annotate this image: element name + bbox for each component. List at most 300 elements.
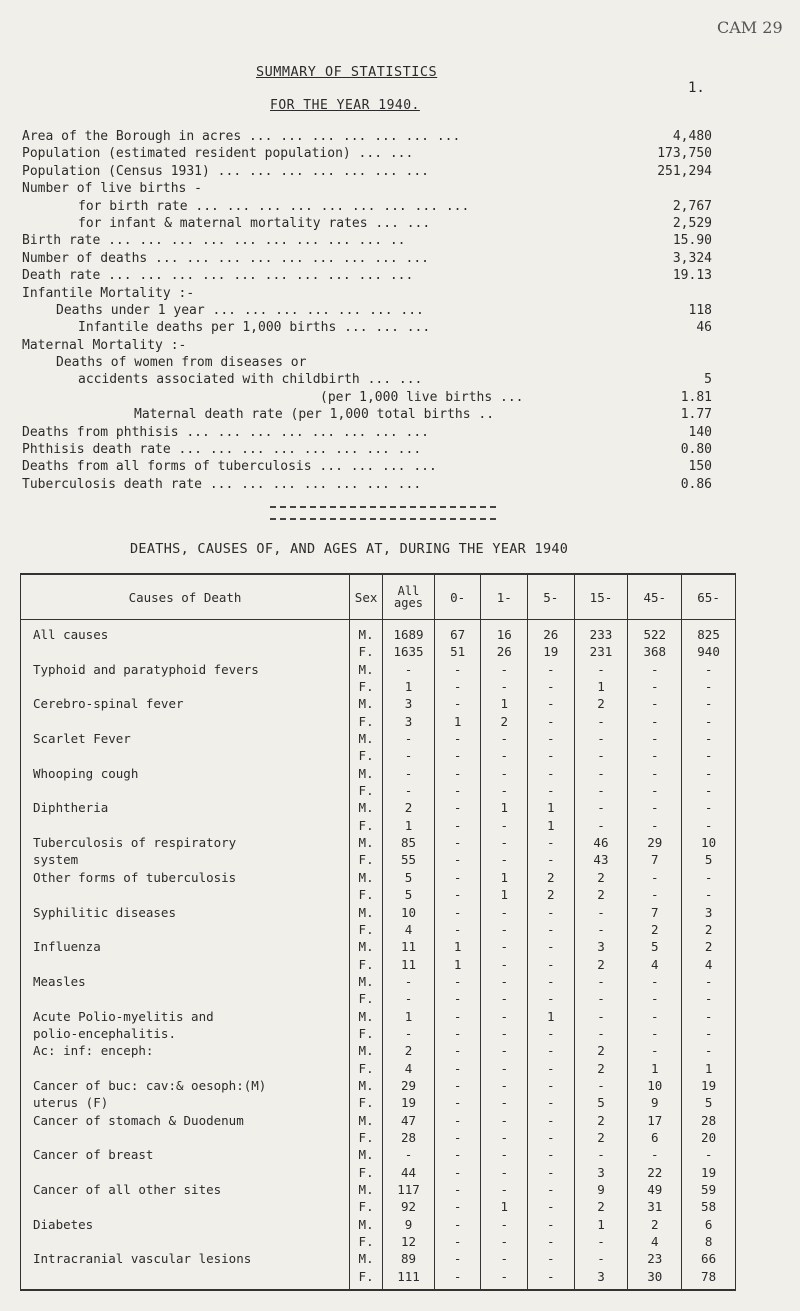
cell-sex: F. (350, 817, 383, 834)
cell-age-65: - (682, 730, 736, 747)
cell-age-45: 22 (628, 1164, 682, 1181)
cell-age-5: - (528, 1077, 575, 1094)
stat-label: Tuberculosis death rate ... ... ... ... ... ... ... (22, 476, 422, 492)
cell-age-65: - (682, 990, 736, 1007)
dashed-divider (270, 518, 496, 520)
cell-age-1: - (481, 990, 528, 1007)
cell-age-45: 1 (628, 1060, 682, 1077)
table-row (21, 1250, 736, 1267)
cell-age-5: - (528, 730, 575, 747)
stat-label: Infantile deaths per 1,000 births ... ... ... (78, 320, 431, 336)
stat-row (22, 163, 712, 180)
cell-cause: Cancer of breast (21, 1146, 350, 1163)
cell-age-45: - (628, 869, 682, 886)
cell-age-5: - (528, 1146, 575, 1163)
cell-age-1: - (481, 1060, 528, 1077)
cell-age-1: - (481, 1077, 528, 1094)
cell-age-1: 16 (481, 620, 528, 644)
cell-age-65: 59 (682, 1181, 736, 1198)
cell-age-0: - (434, 1181, 481, 1198)
cell-age-45: - (628, 713, 682, 730)
cell-age-5: 2 (528, 869, 575, 886)
stat-value: 251,294 (657, 163, 712, 179)
cell-age-5: - (528, 1129, 575, 1146)
table-row (21, 834, 736, 851)
cell-age-5: - (528, 782, 575, 799)
cell-age-15: - (574, 921, 628, 938)
cell-age-0: - (434, 1268, 481, 1290)
cell-age-0: 51 (434, 643, 481, 660)
stat-value: 4,480 (672, 129, 712, 144)
cell-age-0: - (434, 1216, 481, 1233)
cell-age-1: - (481, 921, 528, 938)
cell-age-1: 1 (481, 799, 528, 816)
cell-age-45: 522 (628, 620, 682, 644)
cell-all-ages: 2 (383, 1042, 435, 1059)
cell-all-ages: 3 (383, 713, 435, 730)
cell-age-1: - (481, 834, 528, 851)
cell-age-65: - (682, 886, 736, 903)
cell-age-15: 3 (574, 1164, 628, 1181)
stat-label: Deaths of women from diseases or (56, 355, 307, 371)
cell-sex: M. (350, 869, 383, 886)
cell-age-0: - (434, 1060, 481, 1077)
cell-sex: F. (350, 782, 383, 799)
cell-age-15: 2 (574, 869, 628, 886)
cell-age-5: 26 (528, 620, 575, 644)
cell-age-0: - (434, 747, 481, 764)
table-row (21, 1216, 736, 1233)
cell-age-15: 1 (574, 1216, 628, 1233)
cell-sex: M. (350, 695, 383, 712)
cell-age-65: 19 (682, 1077, 736, 1094)
cell-sex: F. (350, 956, 383, 973)
cell-sex: M. (350, 1042, 383, 1059)
stat-row (22, 250, 712, 267)
cell-age-65: 825 (682, 620, 736, 644)
cell-age-45: - (628, 1146, 682, 1163)
cell-age-15: 2 (574, 1198, 628, 1215)
cell-cause: Measles (21, 973, 350, 990)
cell-age-0: 1 (434, 956, 481, 973)
table-row (21, 1112, 736, 1129)
cell-age-45: 5 (628, 938, 682, 955)
cell-sex: F. (350, 1164, 383, 1181)
cell-age-15: 233 (574, 620, 628, 644)
cell-age-15: - (574, 973, 628, 990)
cell-age-45: 7 (628, 904, 682, 921)
table-row (21, 1094, 736, 1111)
stat-row (22, 458, 712, 475)
cell-age-5: - (528, 1233, 575, 1250)
cell-age-5: 1 (528, 817, 575, 834)
stat-value: 0.86 (680, 476, 712, 492)
cell-age-0: - (434, 1094, 481, 1111)
cell-cause: Cancer of stomach & Duodenum (21, 1112, 350, 1129)
table-row (21, 990, 736, 1007)
cell-all-ages: 44 (383, 1164, 435, 1181)
cell-age-0: - (434, 817, 481, 834)
stat-row (22, 302, 712, 319)
cell-age-15: 2 (574, 1060, 628, 1077)
cell-age-45: 6 (628, 1129, 682, 1146)
cell-sex: M. (350, 1146, 383, 1163)
cell-age-0: - (434, 1233, 481, 1250)
table-row (21, 695, 736, 712)
cell-age-0: - (434, 1198, 481, 1215)
header-age-5: 5- (528, 574, 575, 620)
stat-row (22, 371, 712, 388)
cell-age-65: 19 (682, 1164, 736, 1181)
cell-age-45: 49 (628, 1181, 682, 1198)
table-row (21, 1008, 736, 1025)
cell-cause: Influenza (21, 938, 350, 955)
cell-age-45: - (628, 990, 682, 1007)
cell-age-5: - (528, 1198, 575, 1215)
cell-age-45: - (628, 817, 682, 834)
cell-age-0: - (434, 990, 481, 1007)
cell-age-1: 1 (481, 695, 528, 712)
cell-sex: F. (350, 1129, 383, 1146)
cell-age-0: - (434, 1025, 481, 1042)
stat-value: 1.81 (680, 389, 712, 405)
cell-cause (21, 1268, 350, 1290)
cell-all-ages: - (383, 1146, 435, 1163)
cell-sex: M. (350, 1181, 383, 1198)
cell-all-ages: 1635 (383, 643, 435, 660)
cell-age-5: - (528, 851, 575, 868)
stat-value: 173,750 (657, 146, 712, 162)
cell-all-ages: 11 (383, 956, 435, 973)
cell-all-ages: 89 (383, 1250, 435, 1267)
cell-age-15: 2 (574, 886, 628, 903)
cell-age-0: 1 (434, 713, 481, 730)
cell-age-15: - (574, 782, 628, 799)
header-age-1: 1- (481, 574, 528, 620)
cell-age-5: - (528, 713, 575, 730)
table-row (21, 1233, 736, 1250)
cell-age-0: - (434, 695, 481, 712)
cell-age-1: - (481, 1042, 528, 1059)
cell-age-45: - (628, 973, 682, 990)
cell-age-15: 2 (574, 1129, 628, 1146)
stat-value: 118 (688, 302, 712, 318)
cell-age-65: 1 (682, 1060, 736, 1077)
stat-row (22, 128, 712, 145)
stat-row (22, 476, 712, 493)
cell-sex: M. (350, 834, 383, 851)
table-row (21, 817, 736, 834)
table-row (21, 938, 736, 955)
table-row (21, 765, 736, 782)
cell-age-15: - (574, 904, 628, 921)
stat-row (22, 389, 712, 406)
table-row (21, 782, 736, 799)
cell-age-1: - (481, 973, 528, 990)
cell-age-15: 231 (574, 643, 628, 660)
archive-reference-mark: CAM 29 (717, 18, 783, 37)
cell-cause: Diabetes (21, 1216, 350, 1233)
header-all-ages (383, 574, 435, 620)
cell-age-65: 10 (682, 834, 736, 851)
cell-age-1: - (481, 1129, 528, 1146)
stat-label: Population (estimated resident population) ... ... (22, 146, 414, 162)
stat-value: 3,324 (672, 250, 712, 266)
cell-age-0: 1 (434, 938, 481, 955)
table-row (21, 973, 736, 990)
stat-row (22, 198, 712, 215)
stat-value: 5 (704, 372, 712, 388)
table-row (21, 1146, 736, 1163)
cell-age-45: 31 (628, 1198, 682, 1215)
cell-all-ages: - (383, 747, 435, 764)
cell-age-0: - (434, 869, 481, 886)
cell-age-5: 1 (528, 1008, 575, 1025)
cell-age-5: - (528, 661, 575, 678)
table-row (21, 1129, 736, 1146)
cell-age-1: - (481, 678, 528, 695)
cell-age-65: 28 (682, 1112, 736, 1129)
cell-age-15: 2 (574, 956, 628, 973)
table-row (21, 799, 736, 816)
stat-row (22, 285, 712, 302)
cell-age-65: 8 (682, 1233, 736, 1250)
cell-age-45: 4 (628, 956, 682, 973)
stat-value: 2,767 (672, 198, 712, 214)
cell-age-5: - (528, 1181, 575, 1198)
cell-cause: All causes (21, 620, 350, 644)
table-row (21, 1042, 736, 1059)
cell-age-15: 46 (574, 834, 628, 851)
table-row (21, 1025, 736, 1042)
cell-age-65: 66 (682, 1250, 736, 1267)
cell-age-45: - (628, 695, 682, 712)
cell-cause: Ac: inf: enceph: (21, 1042, 350, 1059)
stat-value: 0.80 (680, 442, 712, 458)
cell-age-5: - (528, 956, 575, 973)
stat-row (22, 215, 712, 232)
stat-value: 19.13 (672, 268, 712, 284)
cell-age-65: 5 (682, 1094, 736, 1111)
cell-age-1: - (481, 1268, 528, 1290)
stat-label: Population (Census 1931) ... ... ... ... ... ... ... (22, 163, 429, 179)
stat-row (22, 424, 712, 441)
cell-all-ages: 19 (383, 1094, 435, 1111)
cell-sex: M. (350, 1216, 383, 1233)
table-row (21, 1181, 736, 1198)
cell-age-1: 26 (481, 643, 528, 660)
cell-age-65: 2 (682, 921, 736, 938)
cell-age-5: - (528, 1164, 575, 1181)
stat-label: Deaths from phthisis ... ... ... ... ... ... ... ... (22, 424, 429, 440)
cell-age-65: - (682, 765, 736, 782)
header-cause: Causes of Death (21, 574, 350, 620)
cell-cause (21, 990, 350, 1007)
cell-age-45: 2 (628, 1216, 682, 1233)
cell-age-1: - (481, 1233, 528, 1250)
cell-age-5: 2 (528, 886, 575, 903)
cell-age-0: - (434, 765, 481, 782)
table-row (21, 620, 736, 644)
cell-age-45: - (628, 747, 682, 764)
stat-label: accidents associated with childbirth ... ... (78, 372, 423, 388)
cell-all-ages: 92 (383, 1198, 435, 1215)
cell-sex: M. (350, 1008, 383, 1025)
cell-age-65: 6 (682, 1216, 736, 1233)
cell-all-ages: 11 (383, 938, 435, 955)
table-row (21, 678, 736, 695)
table-header-row (21, 574, 736, 620)
cell-age-0: - (434, 1077, 481, 1094)
cell-age-5: - (528, 1060, 575, 1077)
stat-row (22, 319, 712, 336)
cell-age-15: - (574, 817, 628, 834)
cell-age-15: - (574, 1008, 628, 1025)
cell-age-1: - (481, 1112, 528, 1129)
cell-age-15: - (574, 990, 628, 1007)
cell-age-1: - (481, 1181, 528, 1198)
cell-age-5: - (528, 990, 575, 1007)
cell-age-1: 1 (481, 886, 528, 903)
table-row (21, 747, 736, 764)
cell-age-0: - (434, 1008, 481, 1025)
cell-age-5: - (528, 678, 575, 695)
cell-age-45: - (628, 1025, 682, 1042)
deaths-table-body (21, 620, 736, 1291)
cell-cause: polio-encephalitis. (21, 1025, 350, 1042)
stat-label: Phthisis death rate ... ... ... ... ... ... ... ... (22, 442, 422, 458)
cell-age-0: - (434, 1146, 481, 1163)
cell-age-15: - (574, 1146, 628, 1163)
cell-age-15: - (574, 1025, 628, 1042)
cell-cause: Intracranial vascular lesions (21, 1250, 350, 1267)
table-row (21, 1198, 736, 1215)
cell-sex: F. (350, 921, 383, 938)
cell-all-ages: 1 (383, 817, 435, 834)
cell-cause: uterus (F) (21, 1094, 350, 1111)
cell-age-65: 3 (682, 904, 736, 921)
cell-age-15: - (574, 713, 628, 730)
cell-age-1: 1 (481, 1198, 528, 1215)
table-row (21, 904, 736, 921)
cell-age-65: - (682, 1025, 736, 1042)
cell-all-ages: 117 (383, 1181, 435, 1198)
table-row (21, 1060, 736, 1077)
table-row (21, 713, 736, 730)
cell-age-45: - (628, 765, 682, 782)
cell-age-45: 17 (628, 1112, 682, 1129)
cell-sex: F. (350, 1233, 383, 1250)
stat-label: Maternal Mortality :- (22, 337, 187, 353)
stat-label: Area of the Borough in acres ... ... ... ... ... ... ... (22, 129, 461, 144)
cell-all-ages: 5 (383, 869, 435, 886)
cell-age-0: - (434, 851, 481, 868)
table-row (21, 851, 736, 868)
cell-age-1: - (481, 904, 528, 921)
stat-label: Deaths under 1 year ... ... ... ... ... ... ... (56, 302, 424, 318)
cell-age-5: - (528, 973, 575, 990)
stat-value: 46 (696, 320, 712, 336)
cell-age-65: - (682, 747, 736, 764)
cell-cause (21, 643, 350, 660)
cell-cause: Tuberculosis of respiratory (21, 834, 350, 851)
cell-age-45: - (628, 730, 682, 747)
cell-age-15: - (574, 747, 628, 764)
cell-cause (21, 921, 350, 938)
cell-age-0: - (434, 973, 481, 990)
cell-age-0: - (434, 678, 481, 695)
cell-cause: Diphtheria (21, 799, 350, 816)
cell-sex: F. (350, 1060, 383, 1077)
cell-all-ages: 4 (383, 921, 435, 938)
cell-sex: M. (350, 765, 383, 782)
cell-age-5: 1 (528, 799, 575, 816)
cell-sex: M. (350, 938, 383, 955)
cell-age-45: 29 (628, 834, 682, 851)
cell-all-ages: 47 (383, 1112, 435, 1129)
cell-cause (21, 678, 350, 695)
cell-age-15: 9 (574, 1181, 628, 1198)
cell-age-1: - (481, 1250, 528, 1267)
cell-sex: M. (350, 973, 383, 990)
cell-sex: F. (350, 1268, 383, 1290)
cell-age-1: - (481, 730, 528, 747)
cell-age-1: - (481, 817, 528, 834)
cell-age-0: - (434, 1164, 481, 1181)
cell-age-0: - (434, 921, 481, 938)
cell-age-65: - (682, 1008, 736, 1025)
cell-age-65: - (682, 869, 736, 886)
cell-age-15: 3 (574, 938, 628, 955)
cell-cause: Cancer of buc: cav:& oesoph:(M) (21, 1077, 350, 1094)
cell-age-15: 3 (574, 1268, 628, 1290)
cell-age-15: - (574, 1077, 628, 1094)
cell-age-45: 7 (628, 851, 682, 868)
cell-age-65: 4 (682, 956, 736, 973)
cell-all-ages: - (383, 990, 435, 1007)
cell-age-15: 43 (574, 851, 628, 868)
header-age-0: 0- (434, 574, 481, 620)
cell-age-45: 10 (628, 1077, 682, 1094)
stat-value: 1.77 (680, 407, 712, 423)
cell-age-15: - (574, 730, 628, 747)
cell-all-ages: - (383, 973, 435, 990)
cell-age-65: 5 (682, 851, 736, 868)
cell-age-0: - (434, 886, 481, 903)
cell-all-ages: - (383, 765, 435, 782)
cell-all-ages: 4 (383, 1060, 435, 1077)
stat-label: Birth rate ... ... ... ... ... ... ... ... ... .. (22, 233, 406, 249)
cell-sex: F. (350, 713, 383, 730)
cell-age-1: - (481, 1008, 528, 1025)
cell-age-45: - (628, 678, 682, 695)
cell-cause (21, 747, 350, 764)
cell-sex: F. (350, 747, 383, 764)
cell-age-5: - (528, 938, 575, 955)
stat-row (22, 232, 712, 249)
stat-row (22, 180, 712, 197)
cell-age-15: 2 (574, 1042, 628, 1059)
header-age-15: 15- (574, 574, 628, 620)
cell-cause: Acute Polio-myelitis and (21, 1008, 350, 1025)
cell-age-45: - (628, 1008, 682, 1025)
cell-age-15: - (574, 1233, 628, 1250)
cell-age-65: - (682, 695, 736, 712)
cell-sex: F. (350, 990, 383, 1007)
cell-cause (21, 1129, 350, 1146)
cell-age-1: - (481, 765, 528, 782)
cell-age-0: - (434, 661, 481, 678)
